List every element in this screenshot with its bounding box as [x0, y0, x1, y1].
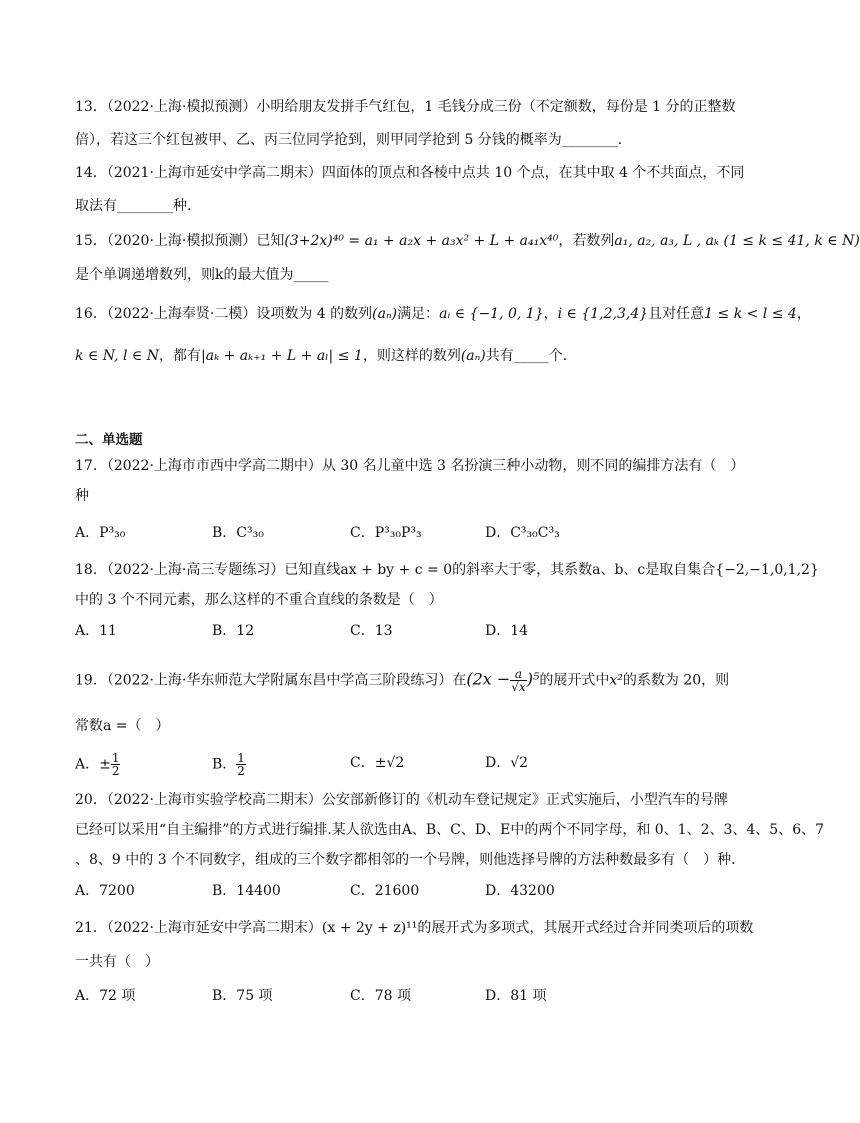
- question-19-line-1: [75, 667, 730, 694]
- option-b[interactable]: B．75 项: [212, 988, 273, 1004]
- q16-mid3: 且对任意: [648, 306, 705, 322]
- option-b-label: B．: [212, 756, 237, 773]
- option-a-den: 2: [111, 764, 120, 778]
- option-a[interactable]: [75, 752, 120, 777]
- question-17-line-1: 17．（2022·上海市市西中学高二期中）从 30 名儿童中选 3 名扮演三种小动物，则不同的编排方法有（ ）: [75, 458, 745, 474]
- option-a[interactable]: A．11: [75, 623, 117, 639]
- question-16-line-1: [75, 304, 811, 324]
- option-c[interactable]: C．78 项: [350, 988, 411, 1004]
- q15-sequence: a₁, a₂, a₃, L , aₖ (1 ≤ k ≤ 41, k ∈ N): [614, 233, 860, 249]
- q15-prefix: 15．（2020·上海·模拟预测）已知: [75, 233, 285, 249]
- q19-term: x²: [609, 672, 623, 689]
- q16-cond3: 1 ≤ k < l ≤ 4: [704, 306, 797, 322]
- option-b[interactable]: B．C³₃₀: [212, 525, 264, 541]
- q16-line2-seq: (aₙ): [460, 348, 486, 364]
- q16-line2-text3: 共有_____个.: [485, 348, 568, 364]
- question-20-line-3: 、8、9 中的 3 个不同数字，组成的三个数字都相邻的一个号牌，则他选择号牌的方法种数最多有（ ）种.: [75, 852, 736, 868]
- q16-seq: (aₙ): [372, 306, 398, 322]
- section-title: 二、单选题: [75, 432, 143, 448]
- question-20-line-2: 已经可以采用“自主编排”的方式进行编排.某人欲选由A、B、C、D、E中的两个不同字母，和 0、1、2、3、4、5、6、7: [75, 822, 825, 838]
- question-16-line-2: [75, 346, 725, 366]
- q19-expr-right: )⁵: [526, 669, 540, 689]
- q19-mid: 的展开式中: [539, 672, 610, 689]
- q16-line2-domain: k ∈ N, l ∈ N: [75, 348, 159, 364]
- option-a[interactable]: A．7200: [75, 883, 135, 899]
- question-21-line-2: 一共有（ ）: [75, 954, 159, 970]
- q16-cond1: aᵢ ∈ {−1, 0, 1}: [439, 306, 544, 322]
- question-20-options: [75, 880, 725, 900]
- option-a-num: 1: [111, 751, 120, 765]
- option-a[interactable]: A．72 项: [75, 988, 136, 1004]
- q19-prefix: 19．（2022·上海·华东师范大学附属东昌中学高三阶段练习）在: [75, 672, 467, 689]
- question-18-line-1: 18．（2022·上海·高三专题练习）已知直线ax + by + c = 0的斜率大于零，其系数a、b、c是取自集合{−2,−1,0,1,2}: [75, 562, 819, 578]
- option-c[interactable]: C．P³₃₀P³₃: [350, 525, 422, 541]
- q16-line2-abs: |aₖ + aₖ₊₁ + L + aₗ| ≤ 1: [201, 348, 363, 364]
- question-14-line-1: 14．（2021·上海市延安中学高二期末）四面体的顶点和各棱中点共 10 个点，在其中取 4 个不共面点，不同: [75, 165, 745, 181]
- option-d[interactable]: D．14: [485, 623, 529, 639]
- question-17-line-2: 种: [75, 488, 89, 504]
- option-b-den: 2: [237, 764, 245, 778]
- question-13-line-1: 13．（2022·上海·模拟预测）小明给朋友发拼手气红包，1 毛钱分成三份（不定额数，每份是 1 分的正整数: [75, 99, 736, 115]
- option-b-fraction: [236, 752, 246, 777]
- option-b[interactable]: B．14400: [212, 883, 281, 899]
- q15-expansion: (3+2x)⁴⁰ = a₁ + a₂x + a₃x² + L + a₄₁x⁴⁰: [284, 233, 559, 249]
- question-15-line-2: 是个单调递增数列，则k的最大值为_____: [75, 267, 329, 283]
- q16-line2-text2: ，则这样的数列: [362, 348, 461, 364]
- question-18-options: [75, 620, 725, 640]
- q16-mid1: 满足：: [397, 306, 440, 322]
- q19-expr-left: (2x −: [466, 669, 511, 689]
- option-b[interactable]: B．12: [212, 623, 255, 639]
- option-c[interactable]: C．21600: [350, 883, 420, 899]
- question-13-line-2: 倍），若这三个红包被甲、乙、丙三位同学抢到，则甲同学抢到 5 分钱的概率为________．: [75, 132, 632, 148]
- q19-end: 的系数为 20，则: [622, 672, 730, 689]
- option-c[interactable]: C．±√2: [350, 755, 405, 771]
- question-19-options: [75, 752, 725, 782]
- q16-end: ，: [796, 306, 811, 322]
- option-a-label: A．±: [75, 756, 111, 773]
- option-a[interactable]: A．P³₃₀: [75, 525, 126, 541]
- option-a-fraction: [111, 752, 121, 777]
- option-b-num: 1: [237, 751, 245, 765]
- option-d[interactable]: D．C³₃₀C³₃: [485, 525, 560, 541]
- q15-mid: ，若数列: [558, 233, 615, 249]
- question-18-line-2: 中的 3 个不同元素，那么这样的不重合直线的条数是（ ）: [75, 592, 443, 608]
- question-20-line-1: 20．（2022·上海市实验学校高二期末）公安部新修订的《机动车登记规定》正式实施后，小型汽车的号牌: [75, 792, 728, 808]
- option-d[interactable]: D．81 项: [485, 988, 547, 1004]
- option-b[interactable]: [212, 752, 246, 777]
- option-c[interactable]: C．13: [350, 623, 393, 639]
- q19-fraction: [510, 668, 526, 693]
- question-14-line-2: 取法有________种.: [75, 198, 192, 214]
- option-d[interactable]: D．43200: [485, 883, 555, 899]
- q16-mid2: ，: [543, 306, 558, 322]
- question-21-options: [75, 985, 725, 1005]
- q16-line2-text1: ，都有: [159, 348, 201, 364]
- question-19-line-2: 常数a =（ ）: [75, 718, 170, 734]
- option-d[interactable]: D．√2: [485, 755, 529, 771]
- q19-frac-num: a: [510, 668, 526, 681]
- question-17-options: [75, 522, 725, 542]
- q16-prefix: 16．（2022·上海奉贤·二模）设项数为 4 的数列: [75, 306, 373, 322]
- q19-frac-den: √x: [511, 680, 526, 694]
- q16-cond2: i ∈ {1,2,3,4}: [557, 306, 649, 322]
- question-21-line-1: 21．（2022·上海市延安中学高二期末）(x + 2y + z)¹¹的展开式为多项式，其展开式经过合并同类项后的项数: [75, 920, 754, 936]
- question-15-line-1: [75, 231, 860, 251]
